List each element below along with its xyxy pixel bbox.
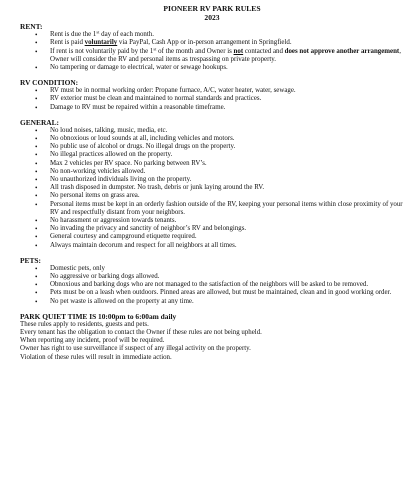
pets-heading: PETS: bbox=[20, 255, 41, 265]
rent-item-emphasis: not bbox=[233, 47, 244, 55]
quiet-line: Violation of these rules will result in immediate action. bbox=[20, 353, 172, 361]
pets-list bbox=[20, 265, 404, 306]
general-item: • No unauthorized individuals living on the property. bbox=[20, 176, 404, 184]
rv-condition-heading: RV CONDITION: bbox=[20, 78, 79, 88]
rent-heading: RENT: bbox=[20, 22, 43, 32]
rv-condition-list bbox=[20, 87, 404, 112]
document-year: 2023 bbox=[204, 12, 220, 22]
quiet-line: These rules apply to residents, guests and pets. bbox=[20, 320, 149, 328]
general-item: • No loud noises, talking, music, media, etc. bbox=[20, 127, 404, 135]
document-title: PIONEER RV PARK RULES bbox=[163, 4, 261, 13]
general-list bbox=[20, 127, 404, 250]
general-item: • No obnoxious or loud sounds at all, including vehicles and motors. bbox=[20, 135, 404, 143]
rent-item bbox=[20, 39, 404, 47]
rv-condition-section bbox=[20, 78, 404, 112]
general-heading: GENERAL: bbox=[20, 117, 60, 127]
pets-item: • Pets must be on a leash when outdoors. Pinned areas are allowed, but must be maintained, clean and in good working order. bbox=[20, 289, 404, 297]
pets-section bbox=[20, 256, 404, 306]
general-item: • General courtesy and campground etiquette required. bbox=[20, 233, 404, 241]
rent-item-text: , Owner will consider the RV and personal items as trespassing on private property. bbox=[50, 47, 401, 63]
general-item: • No harassment or aggression towards tenants. bbox=[20, 217, 404, 225]
rent-list bbox=[20, 31, 404, 72]
rent-item-bold: does not approve another arrangement bbox=[284, 47, 400, 55]
rent-item-text: If rent is not voluntarily paid by the 1 bbox=[50, 47, 154, 55]
general-item: • No non-working vehicles allowed. bbox=[20, 168, 404, 176]
general-item: • Always maintain decorum and respect for all neighbors at all times. bbox=[20, 242, 404, 250]
quiet-line: When reporting any incident, proof will be required. bbox=[20, 337, 165, 345]
general-item: • All trash disposed in dumpster. No trash, debris or junk laying around the RV. bbox=[20, 184, 404, 192]
pets-item: • No pet waste is allowed on the property at any time. bbox=[20, 298, 404, 306]
general-item: • No illegal practices allowed on the property. bbox=[20, 151, 404, 159]
rv-condition-item: • RV must be in normal working order: Propane furnace, A/C, water heater, water, sewage. bbox=[20, 87, 404, 95]
quiet-section bbox=[20, 312, 404, 362]
quiet-line: Owner has right to use surveillance if suspect of any illegal activity on the property. bbox=[20, 345, 251, 353]
rent-item bbox=[20, 48, 404, 64]
rent-item-text: Rent is due the 1 bbox=[50, 31, 97, 39]
rent-item-text: Rent is paid bbox=[50, 39, 85, 47]
pets-item: • Domestic pets, only bbox=[20, 265, 404, 273]
rent-item bbox=[20, 31, 404, 39]
rent-item-text: day of each month. bbox=[99, 31, 154, 39]
general-item: • No personal items on grass area. bbox=[20, 192, 404, 200]
quiet-heading: PARK QUIET TIME IS 10:00pm to 6:00am daily bbox=[20, 311, 177, 321]
rent-item-sup: st bbox=[96, 29, 100, 35]
rv-condition-item: • RV exterior must be clean and maintained to normal standards and practices. bbox=[20, 95, 404, 103]
pets-item: • Obnoxious and barking dogs who are not managed to the satisfaction of the neighbors will be asked to be removed. bbox=[20, 281, 404, 289]
quiet-line: Every tenant has the obligation to contact the Owner if these rules are not being upheld. bbox=[20, 329, 262, 337]
rent-item: • No tampering or damage to electrical, water or sewage hookups. bbox=[20, 64, 404, 72]
rent-item-emphasis: voluntarily bbox=[84, 39, 118, 47]
rent-item-sup: st bbox=[153, 46, 157, 51]
general-item: • No public use of alcohol or drugs. No illegal drugs on the property. bbox=[20, 143, 404, 151]
rent-item-text: of the month and Owner is bbox=[156, 47, 234, 55]
pets-item: • No aggressive or barking dogs allowed. bbox=[20, 273, 404, 281]
general-item: • Personal items must be kept in an orderly fashion outside of the RV, keeping your personal items within close proximity of your RV and respectfully distant from your neighbors. bbox=[20, 201, 404, 217]
general-section bbox=[20, 118, 404, 250]
rent-section bbox=[20, 22, 404, 72]
general-item: • Max 2 vehicles per RV space. No parking between RV’s. bbox=[20, 160, 404, 168]
rent-item-text: via PayPal, Cash App or in-person arrangement in Springfield. bbox=[117, 39, 292, 47]
general-item: • No invading the privacy and sanctity of neighbor’s RV and belongings. bbox=[20, 225, 404, 233]
rent-item-text: contacted and bbox=[243, 47, 285, 55]
rv-condition-item: • Damage to RV must be repaired within a reasonable timeframe. bbox=[20, 104, 404, 112]
